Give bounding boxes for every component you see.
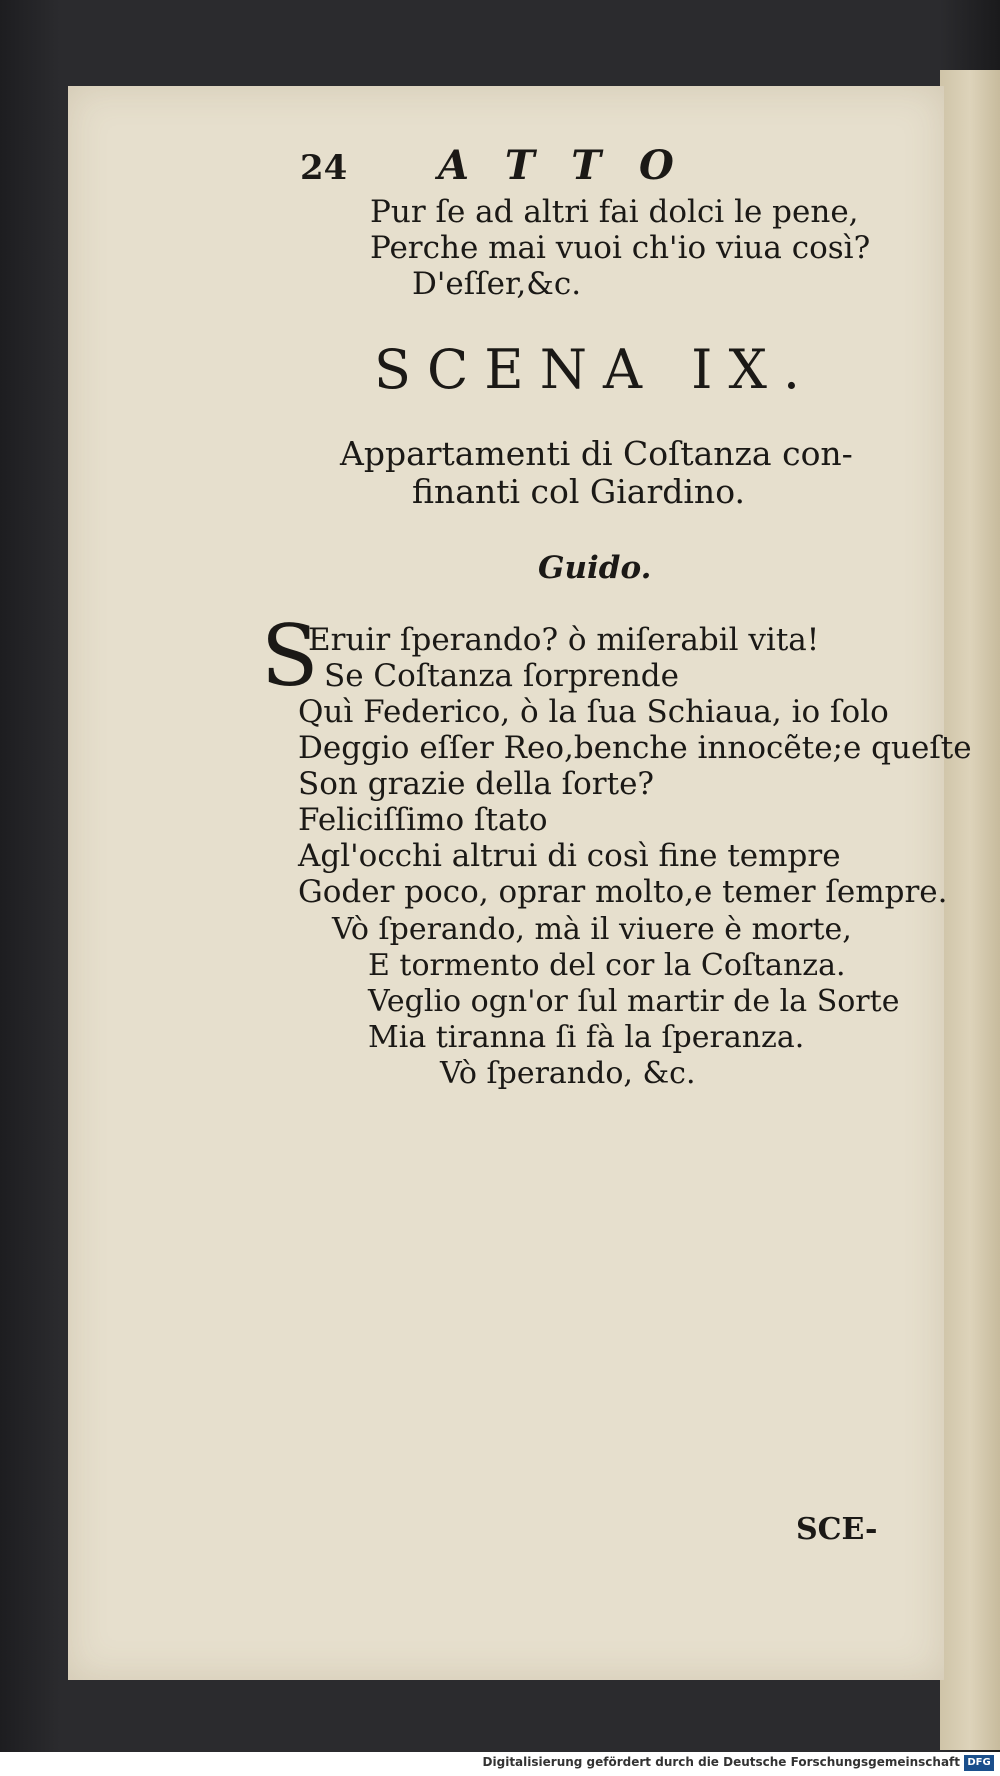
dfg-logo: DFG <box>964 1755 994 1771</box>
adjacent-page-edge <box>940 70 1000 1750</box>
aria-line: Veglio ogn'or ſul martir de la Sorte <box>368 984 900 1019</box>
recitative-line: Agl'occhi altrui di così fine tempre <box>298 838 841 874</box>
verse-line: Perche mai vuoi ch'io viua così? <box>370 230 871 266</box>
recitative-line: Goder poco, oprar molto,e temer ſempre. <box>298 874 948 910</box>
scene-title: SCENA IX. <box>374 338 817 401</box>
drop-cap: S <box>261 607 319 705</box>
verse-line: Pur ſe ad altri fai dolci le pene, <box>370 194 859 230</box>
recitative-line: Eruir ſperando? ò miſerabil vita! <box>308 622 820 658</box>
aria-line: Mia tiranna ſi fà la ſperanza. <box>368 1020 805 1055</box>
speaker-name: Guido. <box>538 550 652 586</box>
running-head: ATTO <box>438 142 712 189</box>
verse-line: D'eſſer,&c. <box>412 266 582 302</box>
aria-line: Vò ſperando, mà il viuere è morte, <box>332 912 852 947</box>
aria-line: E tormento del cor la Coſtanza. <box>368 948 846 983</box>
recitative-line: Deggio eſſer Reo,benche innocẽte;e queſte <box>298 730 972 766</box>
book-page <box>68 86 972 1680</box>
digitization-footer <box>0 1752 1000 1776</box>
catchword: SCE- <box>796 1512 878 1547</box>
recitative-line: Quì Federico, ò la ſua Schiaua, io ſolo <box>298 694 889 730</box>
scene-setting-line: finanti col Giardino. <box>412 472 745 511</box>
recitative-line: Feliciſſimo ſtato <box>298 802 548 838</box>
page-number: 24 <box>300 148 348 188</box>
recitative-line: Se Coſtanza ſorprende <box>324 658 679 694</box>
recitative-line: Son grazie della ſorte? <box>298 766 655 802</box>
funding-credit: Digitalisierung gefördert durch die Deutsche Forschungsgemeinschaft <box>482 1755 960 1769</box>
scene-setting-line: Appartamenti di Coſtanza con- <box>340 434 853 473</box>
aria-line: Vò ſperando, &c. <box>440 1056 696 1091</box>
